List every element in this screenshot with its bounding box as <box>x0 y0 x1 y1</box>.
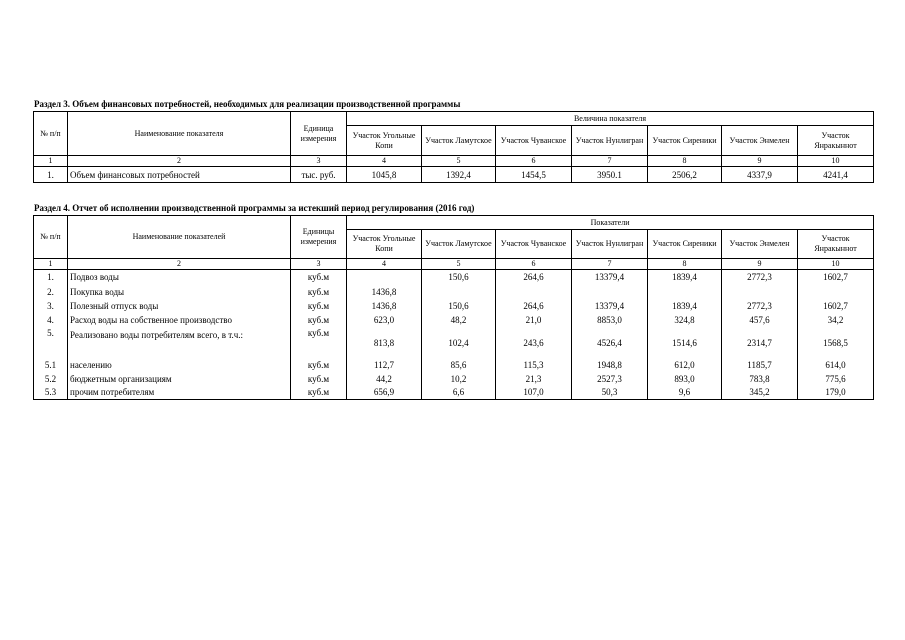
site-header: Участок Энмелен <box>722 126 798 156</box>
row-value: 10,2 <box>422 372 496 386</box>
row-unit: тыс. руб. <box>291 167 347 183</box>
col-number: 2 <box>68 156 291 167</box>
row-value: 324,8 <box>648 313 722 328</box>
col-name-header: Наименование показателей <box>68 216 291 259</box>
row-value: 623,0 <box>347 313 422 328</box>
row-num: 5.3 <box>34 386 68 400</box>
col-number: 1 <box>34 156 68 167</box>
row-name: Объем финансовых потребностей <box>68 167 291 183</box>
row-num: 3. <box>34 299 68 313</box>
group-header: Показатели <box>347 216 874 230</box>
row-value: 893,0 <box>648 372 722 386</box>
row-value <box>347 270 422 285</box>
col-number: 8 <box>648 156 722 167</box>
row-name: населению <box>68 358 291 372</box>
row-num: 5.1 <box>34 358 68 372</box>
row-value <box>798 285 874 299</box>
table-row <box>34 372 874 386</box>
row-value: 1839,4 <box>648 270 722 285</box>
row-value: 1602,7 <box>798 299 874 313</box>
row-value: 50,3 <box>572 386 648 400</box>
site-header: Участок Угольные Копи <box>347 230 422 259</box>
row-value: 4241,4 <box>798 167 874 183</box>
row-value: 102,4 <box>422 328 496 358</box>
row-name: бюджетным организациям <box>68 372 291 386</box>
row-value: 1436,8 <box>347 285 422 299</box>
row-value: 115,3 <box>496 358 572 372</box>
col-number: 8 <box>648 259 722 270</box>
row-name: Подвоз воды <box>68 270 291 285</box>
site-header: Участок Ламутское <box>422 230 496 259</box>
col-number: 6 <box>496 259 572 270</box>
row-unit: куб.м <box>291 313 347 328</box>
row-value: 1185,7 <box>722 358 798 372</box>
row-value: 85,6 <box>422 358 496 372</box>
site-header: Участок Чуванское <box>496 126 572 156</box>
row-value <box>422 285 496 299</box>
row-unit: куб.м <box>291 386 347 400</box>
col-unit-header: Единицы измерения <box>291 216 347 259</box>
col-num-header: № п/п <box>34 216 68 259</box>
site-header: Участок Нунлигран <box>572 230 648 259</box>
row-name: Покупка воды <box>68 285 291 299</box>
col-number: 2 <box>68 259 291 270</box>
row-value: 1602,7 <box>798 270 874 285</box>
table-row <box>34 313 874 328</box>
row-num: 1. <box>34 167 68 183</box>
row-value: 457,6 <box>722 313 798 328</box>
row-value <box>722 285 798 299</box>
row-name: Расход воды на собственное производство <box>68 313 291 328</box>
row-value: 112,7 <box>347 358 422 372</box>
col-number: 5 <box>422 259 496 270</box>
site-header: Участок Энмелен <box>722 230 798 259</box>
row-value: 44,2 <box>347 372 422 386</box>
section4-table <box>33 215 874 400</box>
col-number: 6 <box>496 156 572 167</box>
row-value: 150,6 <box>422 299 496 313</box>
row-name: Реализовано воды потребителям всего, в т.ч.: <box>68 328 291 358</box>
row-value: 345,2 <box>722 386 798 400</box>
row-value: 2772,3 <box>722 270 798 285</box>
section3-table <box>33 111 874 183</box>
row-unit: куб.м <box>291 270 347 285</box>
row-value: 48,2 <box>422 313 496 328</box>
row-value: 1045,8 <box>347 167 422 183</box>
table-row <box>34 167 874 183</box>
row-value: 9,6 <box>648 386 722 400</box>
row-num: 5. <box>34 328 68 358</box>
row-unit: куб.м <box>291 328 347 358</box>
row-num: 2. <box>34 285 68 299</box>
table-row <box>34 358 874 372</box>
row-value: 2314,7 <box>722 328 798 358</box>
row-value: 21,0 <box>496 313 572 328</box>
row-value <box>496 285 572 299</box>
col-number: 10 <box>798 259 874 270</box>
row-name: прочим потребителям <box>68 386 291 400</box>
col-number: 7 <box>572 156 648 167</box>
row-value: 34,2 <box>798 313 874 328</box>
site-header: Участок Чуванское <box>496 230 572 259</box>
table-row <box>34 285 874 299</box>
table-row <box>34 270 874 285</box>
col-number: 3 <box>291 156 347 167</box>
col-name-header: Наименование показателя <box>68 112 291 156</box>
row-num: 4. <box>34 313 68 328</box>
table-row <box>34 299 874 313</box>
col-unit-header: Единица измерения <box>291 112 347 156</box>
row-value: 264,6 <box>496 299 572 313</box>
col-number: 4 <box>347 259 422 270</box>
row-unit: куб.м <box>291 285 347 299</box>
row-value: 1839,4 <box>648 299 722 313</box>
site-header: Участок Нунлигран <box>572 126 648 156</box>
site-header: Участок Угольные Копи <box>347 126 422 156</box>
section4-title: Раздел 4. Отчет об исполнении производственной программы за истекший период регулирования (2016 год) <box>34 203 475 213</box>
row-value: 107,0 <box>496 386 572 400</box>
row-value: 4337,9 <box>722 167 798 183</box>
row-num: 1. <box>34 270 68 285</box>
row-value: 13379,4 <box>572 270 648 285</box>
row-value <box>572 285 648 299</box>
site-header: Участок Сиреники <box>648 230 722 259</box>
row-value: 13379,4 <box>572 299 648 313</box>
row-unit: куб.м <box>291 372 347 386</box>
row-value: 1454,5 <box>496 167 572 183</box>
row-value: 1392,4 <box>422 167 496 183</box>
row-value: 1436,8 <box>347 299 422 313</box>
col-number: 3 <box>291 259 347 270</box>
col-number: 9 <box>722 156 798 167</box>
row-value: 813,8 <box>347 328 422 358</box>
col-number: 10 <box>798 156 874 167</box>
row-value: 2772,3 <box>722 299 798 313</box>
row-value: 2527,3 <box>572 372 648 386</box>
col-num-header: № п/п <box>34 112 68 156</box>
row-value: 243,6 <box>496 328 572 358</box>
row-value: 8853,0 <box>572 313 648 328</box>
row-value: 775,6 <box>798 372 874 386</box>
site-header: Участок Ламутское <box>422 126 496 156</box>
row-value: 179,0 <box>798 386 874 400</box>
row-value: 1514,6 <box>648 328 722 358</box>
group-header: Величина показателя <box>347 112 874 126</box>
row-value: 6,6 <box>422 386 496 400</box>
row-value: 150,6 <box>422 270 496 285</box>
row-value: 21,3 <box>496 372 572 386</box>
row-value: 1948,8 <box>572 358 648 372</box>
site-header: Участок Сиреники <box>648 126 722 156</box>
site-header: Участок Янракыннот <box>798 126 874 156</box>
site-header: Участок Янракыннот <box>798 230 874 259</box>
row-value: 3950.1 <box>572 167 648 183</box>
row-value: 2506,2 <box>648 167 722 183</box>
col-number: 7 <box>572 259 648 270</box>
row-value: 264,6 <box>496 270 572 285</box>
row-value: 1568,5 <box>798 328 874 358</box>
row-value: 4526,4 <box>572 328 648 358</box>
col-number: 4 <box>347 156 422 167</box>
table-row <box>34 328 874 358</box>
col-number: 5 <box>422 156 496 167</box>
row-value <box>648 285 722 299</box>
table-row <box>34 386 874 400</box>
row-value: 783,8 <box>722 372 798 386</box>
row-num: 5.2 <box>34 372 68 386</box>
section3-title: Раздел 3. Объем финансовых потребностей, необходимых для реализации производственной программы <box>34 99 461 109</box>
row-value: 656,9 <box>347 386 422 400</box>
col-number: 1 <box>34 259 68 270</box>
col-number: 9 <box>722 259 798 270</box>
row-value: 614,0 <box>798 358 874 372</box>
row-unit: куб.м <box>291 358 347 372</box>
row-unit: куб.м <box>291 299 347 313</box>
row-value: 612,0 <box>648 358 722 372</box>
row-name: Полезный отпуск воды <box>68 299 291 313</box>
